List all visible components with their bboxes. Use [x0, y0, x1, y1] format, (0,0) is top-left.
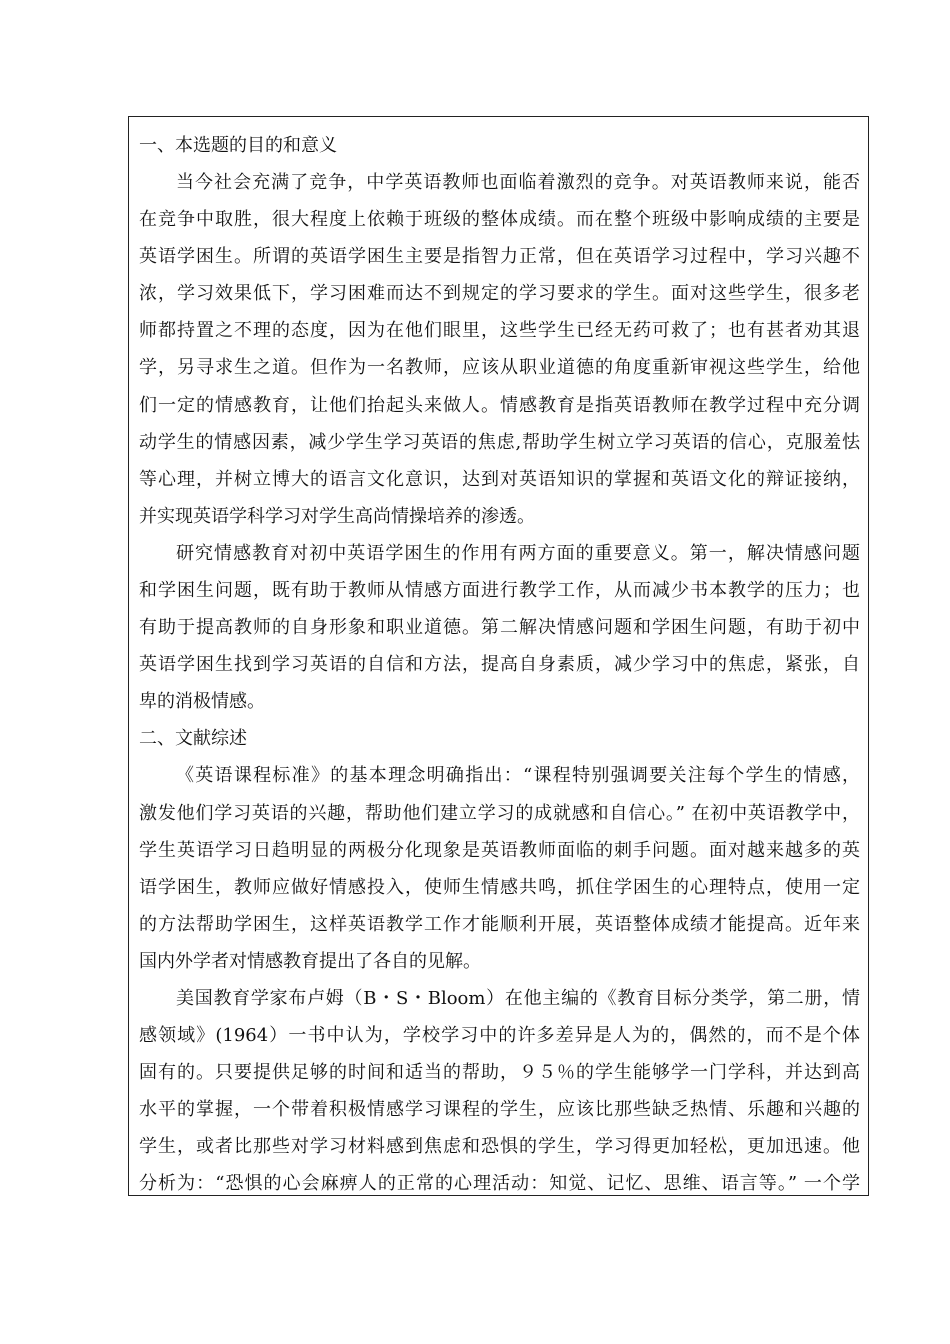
text-line: 固有的。只要提供足够的时间和适当的帮助，９５％的学生能够学一门学科，并达到高	[139, 1062, 860, 1084]
text-line: 等心理，并树立博大的语言文化意识，达到对英语知识的掌握和英语文化的辩证接纳，	[139, 468, 860, 490]
paragraph-literature-1	[139, 757, 860, 980]
text-line: 英语学困生。所谓的英语学困生主要是指智力正常，但在英语学习过程中，学习兴趣不	[139, 246, 860, 268]
text-line: 美国教育学家布卢姆（B・S・Bloom）在他主编的《教育目标分类学，第二册，情	[176, 987, 860, 1009]
paragraph-literature-2	[139, 980, 860, 1196]
text-line: 在竞争中取胜，很大程度上依赖于班级的整体成绩。而在整个班级中影响成绩的主要是	[139, 209, 860, 231]
text-line: 感领域》(1964）一书中认为，学校学习中的许多差异是人为的，偶然的，而不是个体	[139, 1025, 860, 1047]
text-line: 分析为：“恐惧的心会麻痹人的正常的心理活动：知觉、记忆、思维、语言等。” 一个学	[139, 1173, 860, 1195]
paragraph-purpose-1	[139, 164, 860, 535]
text-line: 激发他们学习英语的兴趣，帮助他们建立学习的成就感和自信心。” 在初中英语教学中，	[139, 802, 860, 824]
text-line: 有助于提高教师的自身形象和职业道德。第二解决情感问题和学困生问题，有助于初中	[139, 617, 860, 639]
document-table-cell	[128, 116, 869, 1196]
text-line: 当今社会充满了竞争，中学英语教师也面临着激烈的竞争。对英语教师来说，能否	[176, 172, 860, 193]
text-line: 学生，或者比那些对学习材料感到焦虑和恐惧的学生，学习得更加轻松，更加迅速。他	[139, 1136, 860, 1158]
text-line: 学生英语学习日趋明显的两极分化现象是英语教师面临的刺手问题。面对越来越多的英	[139, 839, 860, 861]
text-line: 浓，学习效果低下，学习困难而达不到规定的学习要求的学生。面对这些学生，很多老	[139, 283, 860, 305]
text-line: 动学生的情感因素，减少学生学习英语的焦虑,帮助学生树立学习英语的信心，克服羞怯	[139, 431, 860, 453]
text-line: 卑的消极情感。	[139, 691, 265, 713]
text-line: 《英语课程标准》的基本理念明确指出：“课程特别强调要关注每个学生的情感，	[176, 765, 860, 787]
text-line: 学，另寻求生之道。但作为一名教师，应该从职业道德的角度重新审视这些学生，给他	[139, 357, 860, 379]
text-line: 语学困生，教师应做好情感投入，使师生情感共鸣，抓住学困生的心理特点，使用一定	[139, 876, 860, 898]
text-line: 和学困生问题，既有助于教师从情感方面进行教学工作，从而减少书本教学的压力；也	[139, 580, 860, 602]
text-line: 英语学困生找到学习英语的自信和方法，提高自身素质，减少学习中的焦虑，紧张，自	[139, 654, 860, 676]
text-line: 国内外学者对情感教育提出了各自的见解。	[139, 950, 481, 972]
text-line: 的方法帮助学困生，这样英语教学工作才能顺利开展，英语整体成绩才能提高。近年来	[139, 913, 860, 935]
text-line: 并实现英语学科学习对学生高尚情操培养的渗透。	[139, 505, 535, 527]
text-line: 水平的掌握，一个带着积极情感学习课程的学生，应该比那些缺乏热情、乐趣和兴趣的	[139, 1099, 860, 1121]
document-body	[139, 127, 860, 1196]
text-line: 师都持置之不理的态度，因为在他们眼里，这些学生已经无药可救了；也有甚者劝其退	[139, 320, 860, 342]
paragraph-purpose-2	[139, 535, 860, 720]
text-line: 研究情感教育对初中英语学困生的作用有两方面的重要意义。第一，解决情感问题	[176, 542, 860, 564]
text-line: 们一定的情感教育，让他们抬起头来做人。情感教育是指英语教师在教学过程中充分调	[139, 394, 860, 416]
section-heading-literature-review: 二、文献综述	[139, 728, 247, 750]
section-heading-purpose: 一、本选题的目的和意义	[139, 135, 337, 156]
